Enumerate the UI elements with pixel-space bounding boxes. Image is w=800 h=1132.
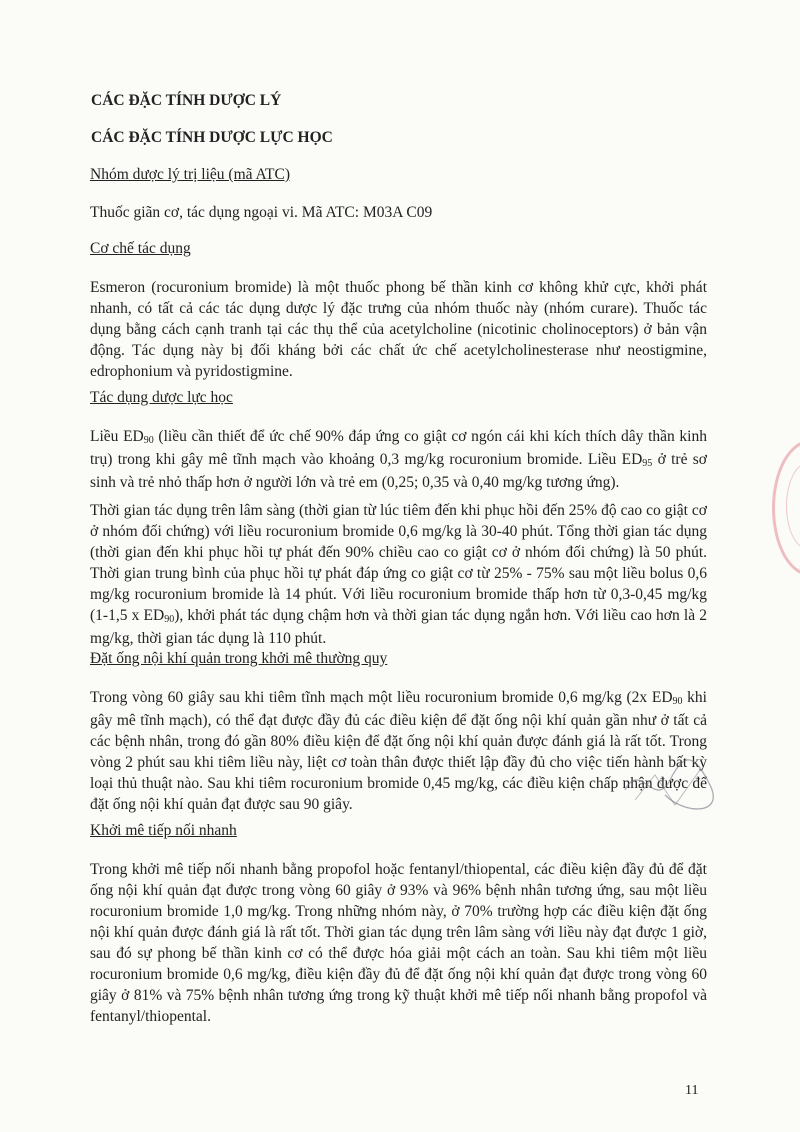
- intubation-paragraph: Trong vòng 60 giây sau khi tiêm tĩnh mạch một liều rocuronium bromide 0,6 mg/kg (2x $ED_{90}$ khi gây mê tĩnh mạch), có thể đạt được đầy đủ các điều kiện để đặt ống nội khí quản gần như ở tất cả các bệnh nhân, trong đó gần 80% điều kiện để đặt ống nội khí quản được đánh giá là rất tốt. Trong vòng 2 phút sau khi tiêm liều này, liệt cơ toàn thân được thiết lập đầy đủ cho việc tiến hành bất kỳ loại thủ thuật nào. Sau khi tiêm rocuronium bromide 0,45 mg/kg, các điều kiện chấp nhận được để đặt ống nội khí quản đạt được sau 90 giây.: [90, 689, 707, 813]
- pharmacodynamics-paragraph-2: Thời gian tác dụng trên lâm sàng (thời gian từ lúc tiêm đến khi phục hồi đến 25% độ cao co giật cơ ở nhóm đối chứng) với liều rocuronium bromide 0,6 mg/kg là 30-40 phút. Tổng thời gian tác dụng (thời gian đến khi phục hồi tự phát đến 90% chiều cao co giật cơ ở nhóm đối chứng) là 50 phút. Thời gian trung bình của phục hồi tự phát đáp ứng co giật cơ từ 25% - 75% sau một liều bolus 0,6 mg/kg rocuronium bromide là 14 phút. Với liều rocuronium bromide thấp hơn từ 0,3-0,45 mg/kg (1-1,5 x $ED_{90}$), khởi phát tác dụng chậm hơn và thời gian tác dụng ngắn hơn. Với liều cao hơn là 2 mg/kg, thời gian tác dụng là 110 phút.: [90, 502, 707, 647]
- pharmacodynamics-paragraph-1: Liều $ED_{90}$ (liều cần thiết để ức chế 90% đáp ứng co giật cơ ngón cái khi kích thích dây thần kinh trụ) trong khi gây mê tĩnh mạch vào khoảng 0,3 mg/kg rocuronium bromide. Liều $ED_{95}$ ở trẻ sơ sinh và trẻ nhỏ thấp hơn ở người lớn và trẻ em (0,25; 0,35 và 0,40 mg/kg tương ứng).: [90, 428, 707, 491]
- atc-text: Thuốc giãn cơ, tác dụng ngoại vi. Mã ATC: M03A C09: [90, 204, 433, 221]
- page-number: 11: [685, 1083, 699, 1098]
- pharmacodynamics-title: Tác dụng dược lực học: [90, 389, 233, 406]
- atc-title: Nhóm dược lý trị liệu (mã ATC): [90, 166, 290, 183]
- mechanism-title: Cơ chế tác dụng: [90, 240, 191, 257]
- subsection-heading: CÁC ĐẶC TÍNH DƯỢC LỰC HỌC: [91, 129, 333, 146]
- intubation-title: Đặt ống nội khí quản trong khởi mê thường quy: [90, 650, 388, 667]
- signature-mark: [615, 750, 725, 820]
- mechanism-paragraph: Esmeron (rocuronium bromide) là một thuốc phong bế thần kinh cơ không khử cực, khởi phát nhanh, có tất cả các tác dụng dược lý đặc trưng của nhóm thuốc này (nhóm curare). Thuốc tác dụng bằng cách cạnh tranh tại các thụ thể của acetylcholine (nicotinic cholinoceptors) ở bản vận động. Tác dụng này bị đối kháng bởi các chất ức chế acetylcholinesterase như neostigmine, edrophonium và pyridostigmine.: [90, 279, 707, 380]
- section-heading: CÁC ĐẶC TÍNH DƯỢC LÝ: [91, 92, 282, 109]
- rsi-paragraph: Trong khởi mê tiếp nối nhanh bằng propofol hoặc fentanyl/thiopental, các điều kiện đầy đủ để đặt ống nội khí quản đạt được trong vòng 60 giây ở 93% và 96% bệnh nhân tương ứng, sau một liều rocuronium bromide 1,0 mg/kg. Trong những nhóm này, ở 70% trường hợp các điều kiện đặt ống nội khí quản được đánh giá là rất tốt. Thời gian tác dụng trên lâm sàng với liều này đạt được 1 giờ, sau đó sự phong bế thần kinh cơ có thể được hóa giải một cách an toàn. Sau khi tiêm một liều rocuronium bromide 0,6 mg/kg, điều kiện đầy đủ để đặt ống nội khí quản đạt được trong vòng 60 giây ở 81% và 75% bệnh nhân tương ứng trong kỹ thuật khởi mê tiếp nối nhanh bằng propofol và fentanyl/thiopental.: [90, 861, 707, 1025]
- rsi-title: Khởi mê tiếp nối nhanh: [90, 822, 237, 839]
